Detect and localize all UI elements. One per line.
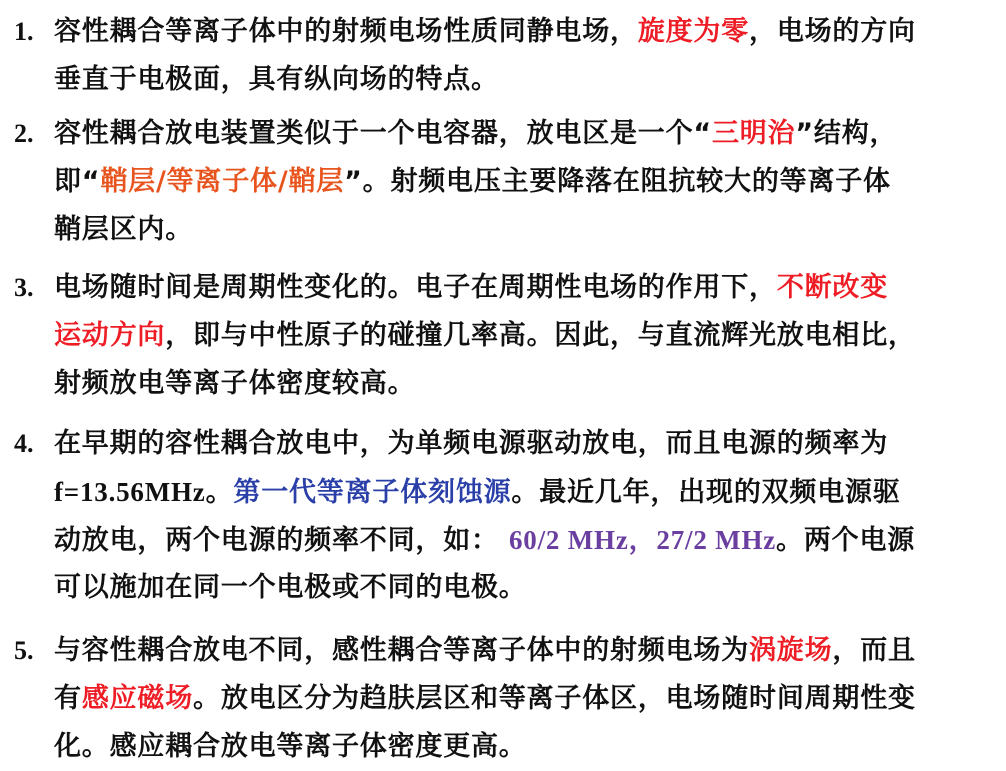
highlight-first-gen-source: 第一代等离子体刻蚀源 [233,477,512,508]
text-segment: ，而且 [832,635,916,666]
item-4-line-3 [14,516,999,564]
item-1-line-2: 垂直于电极面，具有纵向场的特点。 [54,64,499,95]
text-segment: 电场随时间是周期性变化的。电子在周期性电场的作用下， [54,272,777,303]
item-number: 3. [14,273,34,302]
frequency-value: f=13.56MHz [54,477,206,507]
highlight-curl-zero: 旋度为零 [637,16,750,47]
text-segment: 容性耦合等离子体中的射频电场性质同静电场， [54,16,638,47]
text-segment: 。 [205,477,234,508]
highlight-dual-frequencies: 60/2 MHz，27/2 MHz [509,525,777,555]
highlight-sandwich: 三明治 [711,118,796,149]
item-3-line-1 [14,264,999,312]
text-segment: 即“ [54,166,101,197]
text-segment: 有 [54,683,82,714]
item-5-line-2 [14,675,999,723]
item-4-line-2 [14,468,999,516]
item-number: 2. [14,119,34,148]
text-segment: ，电场的方向 [749,16,916,47]
item-3-line-3: 射频放电等离子体密度较高。 [54,368,416,399]
item-number: 1. [14,17,34,46]
item-number: 5. [14,636,34,665]
highlight-induced-magnetic-field: 感应磁场 [81,683,194,714]
list-item-4 [14,420,999,612]
item-4-line-1: 在早期的容性耦合放电中，为单频电源驱动放电，而且电源的频率为 [54,428,888,459]
text-segment: ”结构， [795,118,898,149]
item-number: 4. [14,429,34,458]
list-item-3 [14,264,999,408]
highlight-direction: 运动方向 [54,320,166,351]
list-item-2 [14,110,999,254]
text-segment: 。两个电源 [776,525,916,556]
list-item-5 [14,627,999,771]
list-item-1 [14,8,999,104]
item-5-line-1 [14,627,999,675]
item-5-line-3: 化。感应耦合放电等离子体密度更高。 [54,731,527,762]
item-2-line-1 [14,110,999,158]
highlight-sheath-plasma-sheath: 鞘层/等离子体/鞘层 [100,166,345,197]
text-segment: ，即与中性原子的碰撞几率高。因此，与直流辉光放电相比， [165,320,916,351]
text-segment: 容性耦合放电装置类似于一个电容器，放电区是一个“ [54,118,712,149]
highlight-vortex-field: 涡旋场 [749,635,833,666]
text-segment: 动放电，两个电源的频率不同，如： [54,525,509,556]
text-segment: 。放电区分为趋肤层区和等离子体区，电场随时间周期性变 [193,683,916,714]
text-segment: ”。射频电压主要降落在阻抗较大的等离子体 [344,166,891,197]
text-segment: 与容性耦合放电不同，感性耦合等离子体中的射频电场为 [54,635,749,666]
item-4-line-4: 可以施加在同一个电极或不同的电极。 [54,572,527,603]
item-2-line-3: 鞘层区内。 [54,214,193,245]
text-segment: 。最近几年，出现的双频电源驱 [511,477,901,508]
highlight-changing: 不断改变 [776,272,889,303]
item-2-line-2 [14,158,999,206]
item-3-line-2 [14,312,999,360]
item-1-line-1 [14,8,999,56]
